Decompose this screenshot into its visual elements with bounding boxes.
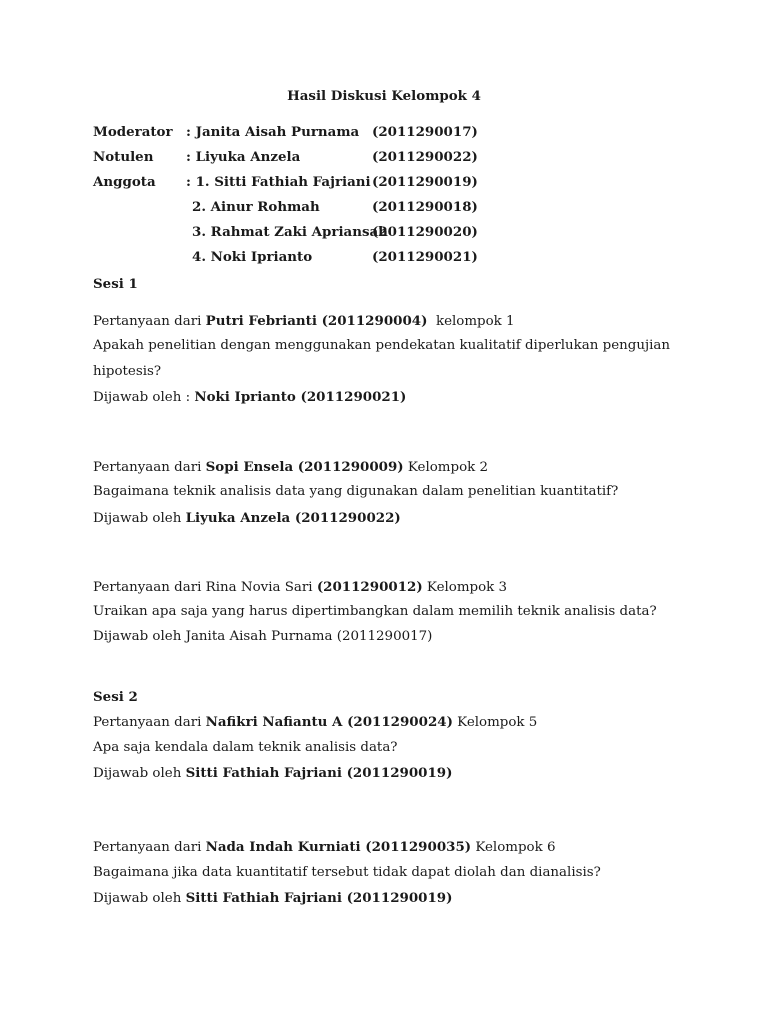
answerer-name: Sitti Fathiah Fajriani (2011290019) bbox=[185, 765, 453, 781]
answerer-name: Noki Iprianto (2011290021) bbox=[194, 389, 407, 405]
asker-name: Nafikri Nafiantu A (2011290024) bbox=[205, 714, 453, 730]
answered-by: Dijawab oleh Janita Aisah Purnama (2011290017) bbox=[93, 629, 433, 644]
question-text: Apakah penelitian dengan menggunakan pendekatan kualitatif diperlukan pengujian bbox=[93, 338, 670, 353]
question-text: Bagaimana jika data kuantitatif tersebut tidak dapat diolah dan dianalisis? bbox=[93, 865, 601, 880]
question-from bbox=[93, 579, 507, 595]
asker-group: Kelompok 3 bbox=[422, 580, 508, 595]
question-prefix: Pertanyaan dari bbox=[93, 715, 206, 730]
session-heading: Sesi 1 bbox=[93, 276, 138, 292]
anggota-nim: (2011290018) bbox=[372, 199, 478, 215]
answerer-name: Sitti Fathiah Fajriani (2011290019) bbox=[185, 890, 453, 906]
anggota-name: 4. Noki Iprianto bbox=[192, 249, 313, 265]
anggota-label: Anggota bbox=[93, 174, 156, 190]
notulen-label: Notulen bbox=[93, 149, 154, 165]
notulen-nim: (2011290022) bbox=[372, 149, 478, 165]
answer-prefix: Dijawab oleh bbox=[93, 891, 186, 906]
anggota-name: : 1. Sitti Fathiah Fajriani bbox=[186, 174, 371, 190]
question-from bbox=[93, 714, 537, 730]
asker-group: Kelompok 6 bbox=[471, 840, 556, 855]
question-prefix: Pertanyaan dari bbox=[93, 840, 206, 855]
anggota-nim: (2011290020) bbox=[372, 224, 478, 240]
question-prefix: Pertanyaan dari Rina Novia Sari bbox=[93, 580, 317, 595]
answered-by bbox=[93, 510, 401, 526]
question-from bbox=[93, 839, 556, 855]
question-from bbox=[93, 313, 515, 329]
answered-by bbox=[93, 765, 452, 781]
question-prefix: Pertanyaan dari bbox=[93, 460, 206, 475]
answer-prefix: Dijawab oleh bbox=[93, 511, 186, 526]
question-text: Apa saja kendala dalam teknik analisis data? bbox=[93, 740, 398, 755]
answered-by bbox=[93, 389, 406, 405]
moderator-nim: (2011290017) bbox=[372, 124, 478, 140]
asker-group: Kelompok 5 bbox=[452, 715, 538, 730]
asker-group: Kelompok 2 bbox=[403, 460, 489, 475]
asker-name: Sopi Ensela (2011290009) bbox=[205, 459, 404, 475]
answer-prefix: Dijawab oleh : bbox=[93, 390, 195, 405]
question-from bbox=[93, 459, 488, 475]
answered-by bbox=[93, 890, 452, 906]
asker-nim: (2011290012) bbox=[316, 579, 423, 595]
question-text: hipotesis? bbox=[93, 364, 162, 379]
anggota-name: 3. Rahmat Zaki Apriansah bbox=[192, 224, 388, 240]
asker-name: Nada Indah Kurniati (2011290035) bbox=[205, 839, 472, 855]
answerer-name: Liyuka Anzela (2011290022) bbox=[185, 510, 401, 526]
moderator-label: Moderator bbox=[93, 124, 173, 140]
anggota-nim: (2011290019) bbox=[372, 174, 478, 190]
question-text: Bagaimana teknik analisis data yang digunakan dalam penelitian kuantitatif? bbox=[93, 484, 619, 499]
question-text: Uraikan apa saja yang harus dipertimbangkan dalam memilih teknik analisis data? bbox=[93, 604, 657, 619]
document-title: Hasil Diskusi Kelompok 4 bbox=[287, 88, 481, 104]
question-prefix: Pertanyaan dari bbox=[93, 314, 206, 329]
anggota-name: 2. Ainur Rohmah bbox=[192, 199, 320, 215]
anggota-nim: (2011290021) bbox=[372, 249, 478, 265]
asker-group: kelompok 1 bbox=[427, 314, 515, 329]
session-heading: Sesi 2 bbox=[93, 689, 138, 705]
notulen-name: : Liyuka Anzela bbox=[186, 149, 301, 165]
moderator-name: : Janita Aisah Purnama bbox=[186, 124, 360, 140]
asker-name: Putri Febrianti (2011290004) bbox=[205, 313, 428, 329]
answer-prefix: Dijawab oleh bbox=[93, 766, 186, 781]
